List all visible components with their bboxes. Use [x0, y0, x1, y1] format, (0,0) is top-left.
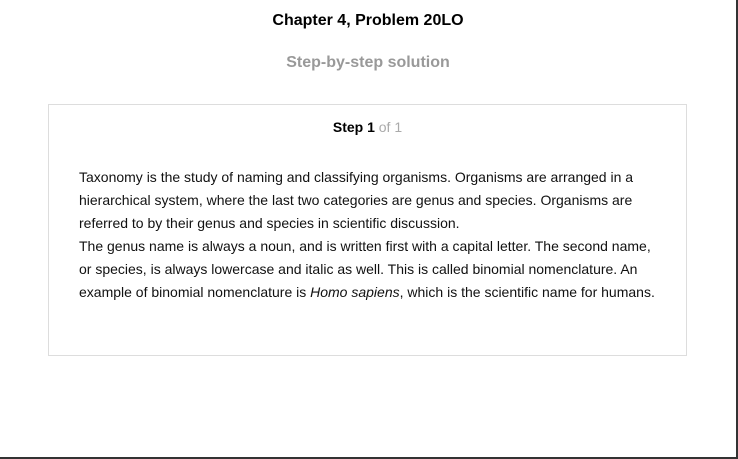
- chapter-title: Chapter 4, Problem 20LO: [272, 12, 464, 29]
- step-header: [49, 119, 686, 135]
- step-paragraph-2: [79, 235, 664, 304]
- paragraph-2-text-end: , which is the scientific name for humans.: [399, 284, 655, 300]
- scientific-name-example: Homo sapiens: [310, 284, 400, 300]
- step-card: [48, 104, 687, 356]
- step-paragraph-1: Taxonomy is the study of naming and classifying organisms. Organisms are arranged in a hierarchical system, where the last two categories are genus and species. Organisms are referred to by their genus and species in scientific discussion.: [79, 169, 634, 231]
- step-label: Step 1: [332, 119, 375, 135]
- solution-title: Step-by-step solution: [286, 54, 450, 71]
- step-body: [79, 166, 664, 304]
- paragraph-2-text-start: The genus name is always a noun, and is written first with a capital letter. The second name, or species, is always lowercase and italic as well. This is called binomial nomenclature. An example of binomial nomenclature is: [79, 238, 651, 300]
- step-count: of 1: [374, 119, 403, 135]
